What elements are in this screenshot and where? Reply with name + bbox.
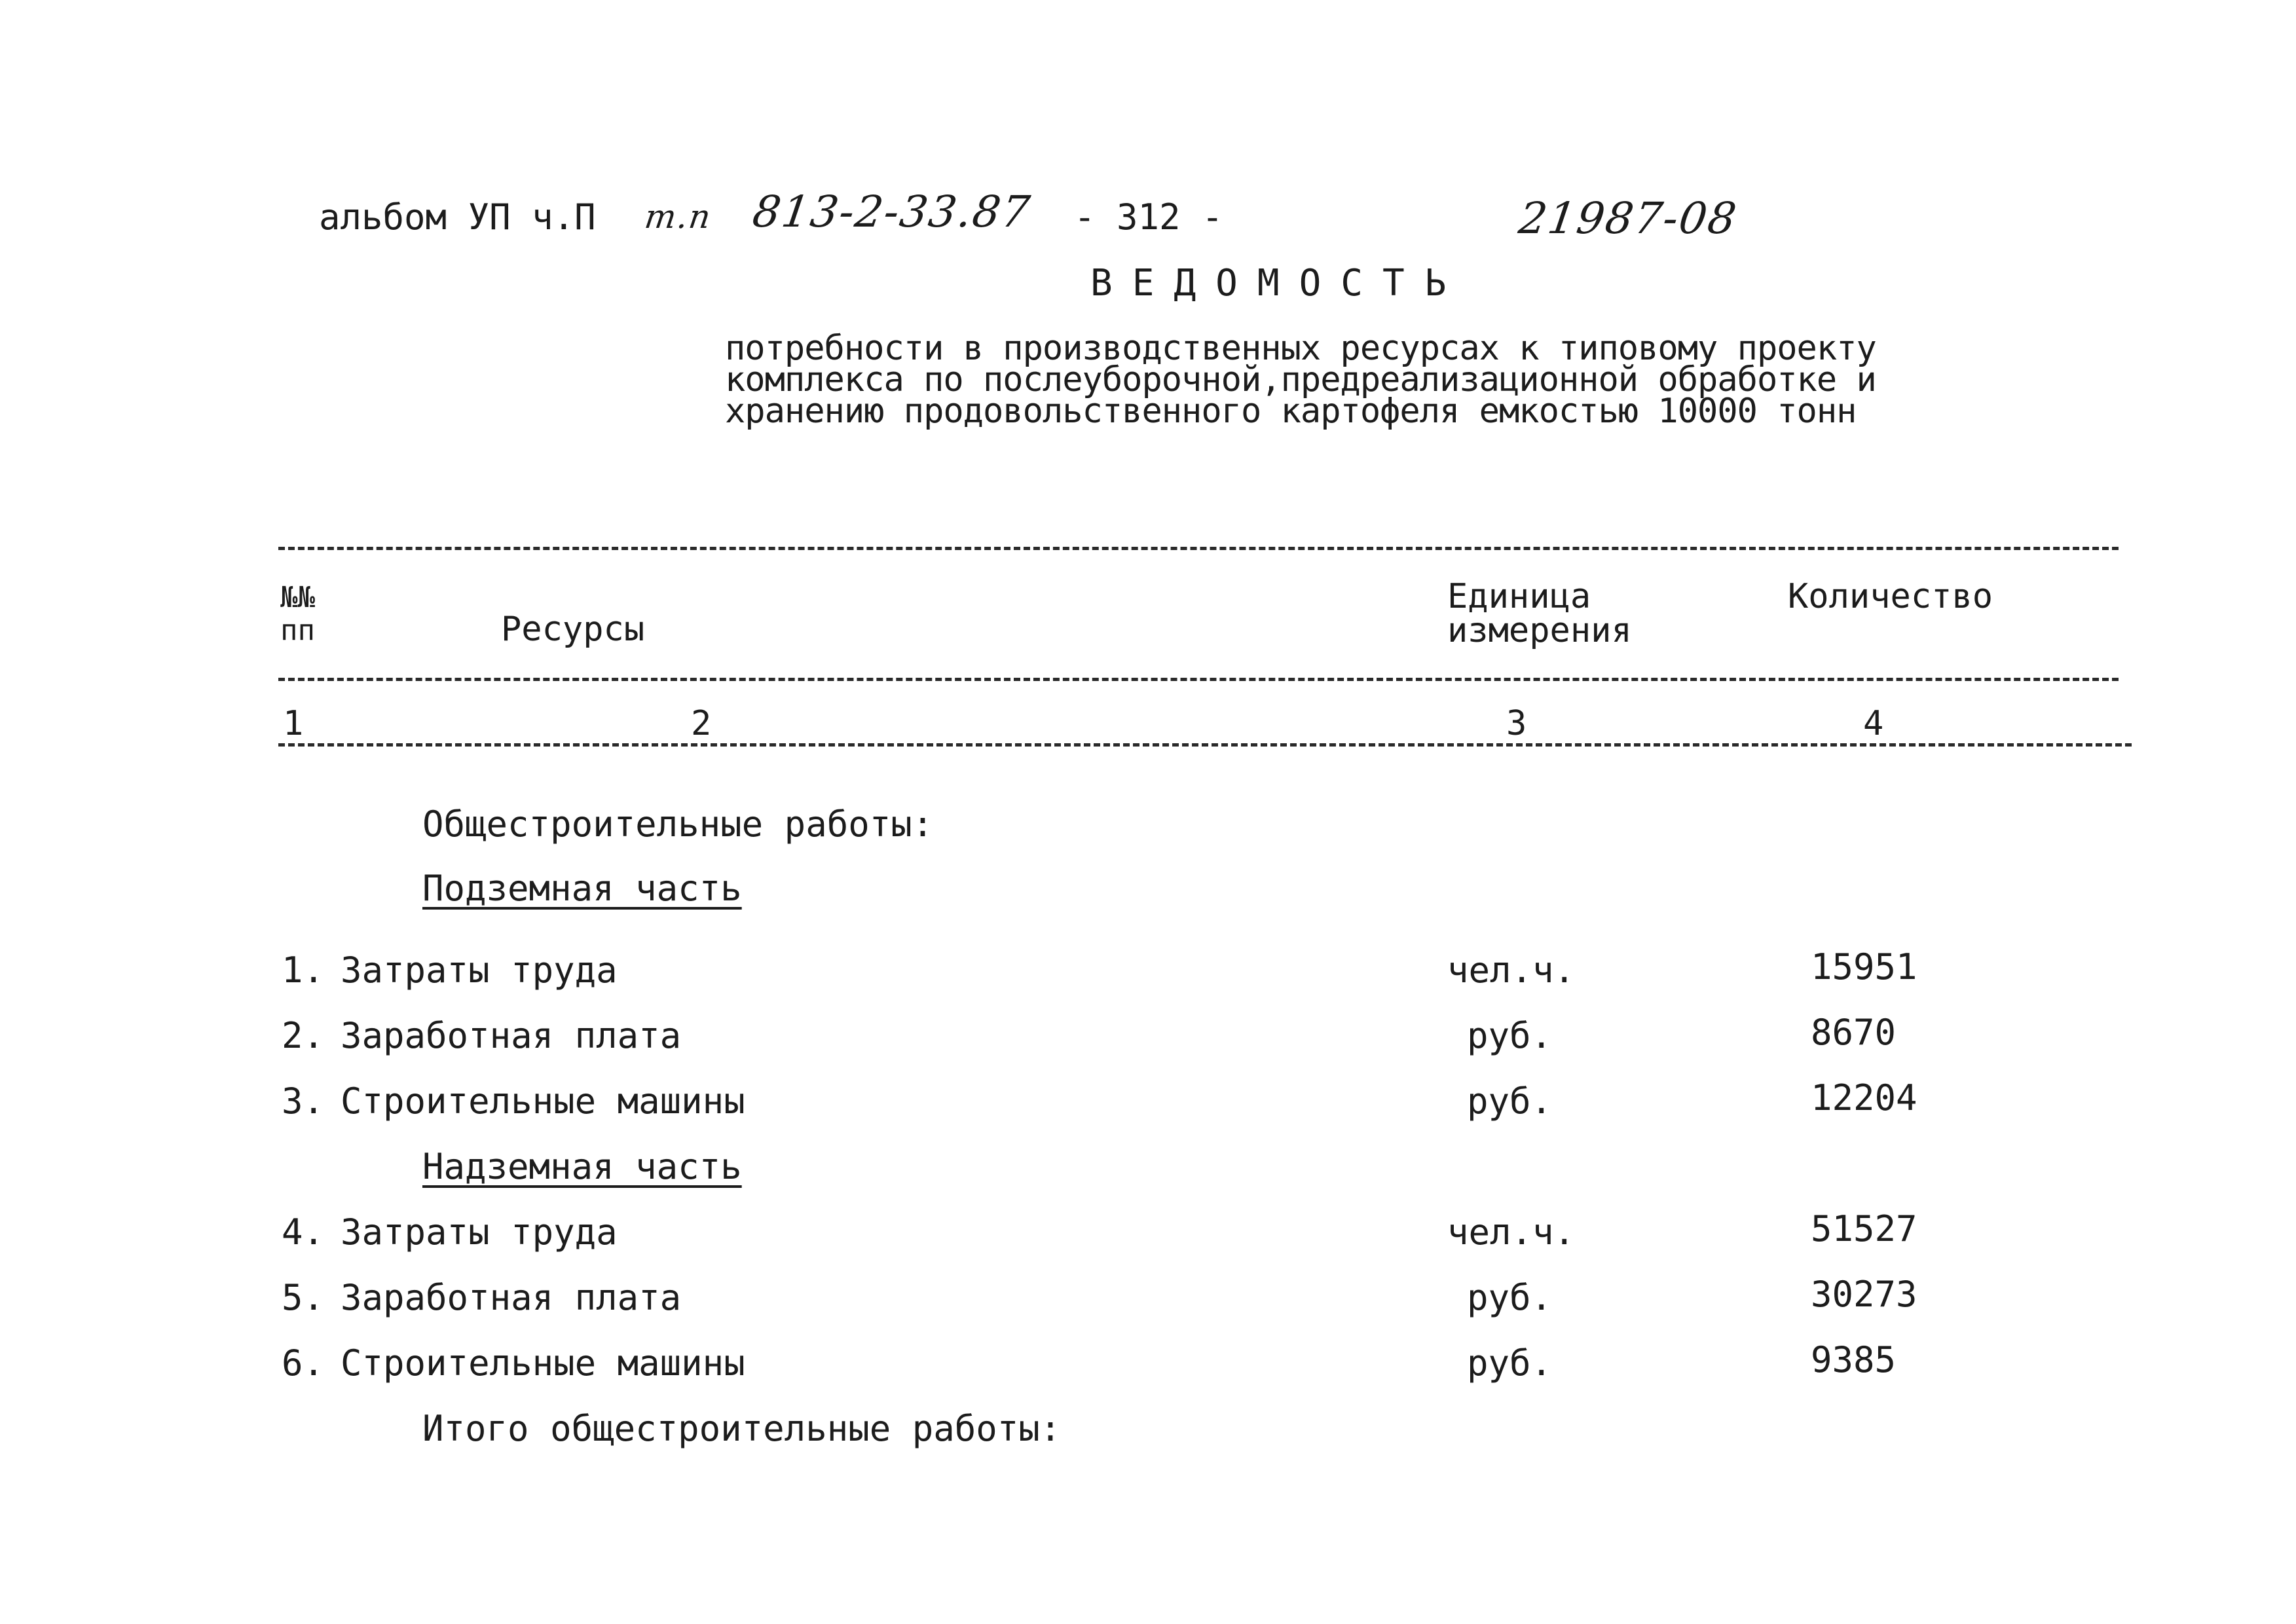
row-resource: Затраты труда [341,1211,618,1253]
row-resource: Затраты труда [341,950,618,991]
row-unit: чел.ч. [1447,1211,1576,1253]
row-unit: руб. [1467,1277,1553,1318]
header-unit [1447,577,1632,650]
tp-number: 813-2-33.87 [749,187,1034,237]
row-resource: Заработная плата [341,1277,682,1318]
total-label: Итого общестроительные работы: [422,1408,1062,1449]
row-quantity: 30273 [1811,1274,1917,1315]
header-bottom-rule [278,678,2119,681]
page-number: - 312 - [1074,196,1223,238]
header-resources: Ресурсы [501,610,645,649]
row-quantity: 15951 [1811,946,1917,987]
row-number: 4. [282,1211,325,1253]
row-unit: чел.ч. [1447,950,1576,991]
row-resource: Заработная плата [341,1015,682,1056]
doc-code: 21987-08 [1515,193,1741,244]
section-title: Общестроительные работы: [422,803,934,845]
column-number-4: 4 [1863,704,1884,743]
row-quantity: 51527 [1811,1208,1917,1249]
table-top-rule [278,547,2119,550]
row-number: 6. [282,1342,325,1384]
column-number-rule [278,743,2132,747]
column-number-1: 1 [283,704,304,743]
row-unit: руб. [1467,1015,1553,1056]
row-number: 2. [282,1015,325,1056]
row-unit: руб. [1467,1080,1553,1122]
document-subtitle [725,329,1876,431]
row-number: 1. [282,950,325,991]
aboveground-title: Надземная часть [422,1146,742,1187]
underground-title: Подземная часть [422,868,742,909]
document-title: ВЕДОМОСТЬ [1090,262,1466,304]
row-unit: руб. [1467,1342,1553,1384]
header-unit-line2: измерения [1447,611,1632,650]
subtitle-line: хранению продовольственного картофеля емкостью 10000 тонн [725,392,1857,431]
row-quantity: 12204 [1811,1077,1917,1118]
row-number: 5. [282,1277,325,1318]
row-resource: Строительные машины [341,1080,745,1122]
row-resource: Строительные машины [341,1342,745,1384]
header-quantity: Количество [1788,577,1993,616]
album-label: альбом УП ч.П [319,196,596,238]
header-num [280,581,315,647]
row-quantity: 9385 [1811,1339,1897,1380]
header-num-line2: пп [280,614,315,647]
subtitle-line: потребности в производственных ресурсах к типовому проекту [725,329,1876,368]
column-number-2: 2 [691,704,712,743]
row-number: 3. [282,1080,325,1122]
header-unit-line1: Единица [1447,577,1591,616]
tp-prefix: т.п [642,198,714,236]
column-number-3: 3 [1506,704,1527,743]
subtitle-line: комплекса по послеуборочной,предреализационной обработке и [725,360,1876,399]
header-num-line1: №№ [280,581,315,614]
row-quantity: 8670 [1811,1012,1897,1053]
